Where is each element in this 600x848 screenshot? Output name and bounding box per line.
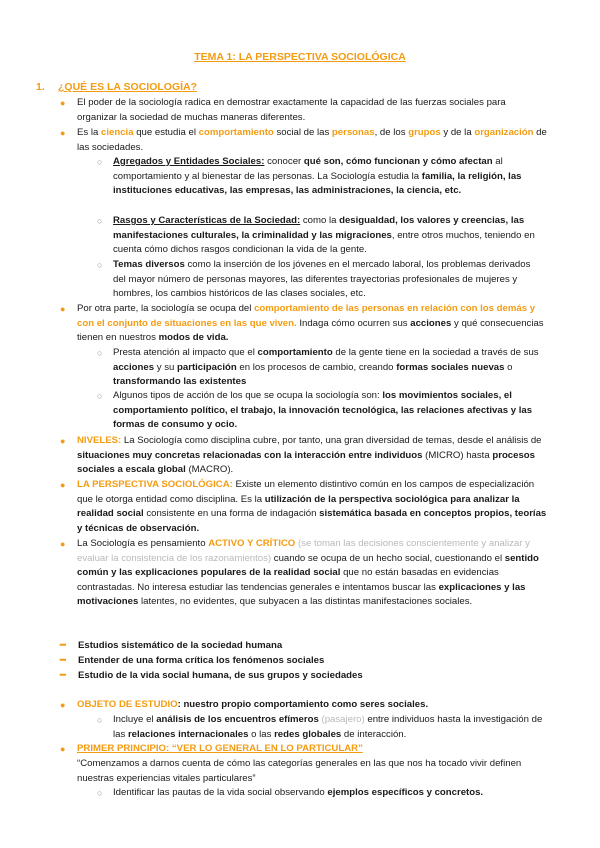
bullet-icon: ● (60, 128, 66, 138)
sub-list-item: ○ Incluye el análisis de los encuentros efímeros (pasajero) entre individuos hasta la investigación de las relaciones internacionales o las redes globales de interacción. (97, 714, 543, 740)
sub-bullet-icon: ○ (97, 348, 103, 358)
list-item: ● LA PERSPECTIVA SOCIOLÓGICA: Existe un elemento distintivo común en los campos de especialización que le otorga entidad como disciplina. Es la utilización de la perspectiva sociológica para analizar la realidad social consistente en una forma de indagación sistemática basada en conceptos propios, teorías y técnicas de observación. (60, 479, 547, 534)
bullet-icon: ● (60, 744, 66, 754)
sub-list-item: ○ Rasgos y Características de la Sociedad: como la desigualdad, los valores y creencias, las manifestaciones culturales, la criminalidad y las migraciones, entre otros muchos, teniendo en cuenta cómo dichos rasgos condicionan la vida de la gente. (97, 215, 535, 256)
sub-bullet-icon: ○ (97, 391, 103, 401)
section-title: ¿QUÉ ES LA SOCIOLOGÍA? (58, 81, 198, 93)
bullet-text: El poder de la sociología radica en demostrar exactamente la capacidad de las fuerzas sociales para organizar la sociedad de muchas maneras diferentes. (77, 97, 506, 123)
list-item: ● NIVELES: La Sociología como disciplina cubre, por tanto, una gran diversidad de temas, desde el análisis de situaciones muy concretas relacionadas con la interacción entre individuos (MICRO) hasta procesos sociales a escala global (MACRO). (60, 435, 542, 476)
sub-list-item: ○ Identificar las pautas de la vida social observando ejemplos específicos y concretos. (113, 786, 553, 801)
page-title: TEMA 1: LA PERSPECTIVA SOCIOLÓGICA (194, 51, 406, 63)
list-item: ● La Sociología es pensamiento ACTIVO Y CRÍTICO (se toman las decisiones conscientemente y analizar y evaluar la consistencia de los razonamientos) cuando se ocupa de un hecho social, cuestionando el sentido común y las explicaciones populares de la realidad social que no están basadas en evidencias contrastadas. No interesa estudiar las tendencias generales e intentamos buscar las explicaciones y las motivaciones latentes, no evidentes, que subyacen a las distintas manifestaciones sociales. (60, 538, 539, 608)
dash-icon: ━ (60, 640, 66, 651)
sub-list-item: ○ Temas diversos como la inserción de los jóvenes en el mercado laboral, los problemas derivados del mayor número de personas mayores, las diferentes trayectorias profesionales de mujeres y hombres, los cambios históricos de las clases sociales, etc. (97, 259, 531, 300)
section-heading (36, 80, 197, 95)
dash-item: ━ Estudios sistemático de la sociedad humana (78, 639, 548, 654)
sub-list-item: ○ Agregados y Entidades Sociales: conocer qué son, cómo funcionan y cómo afectan al comportamiento y al bienestar de las personas. La Sociología estudia la familia, la religión, las instituciones educativas, las empresas, las administraciones, la ciencia, etc. (97, 156, 522, 197)
list-item: ● PRIMER PRINCIPIO: “VER LO GENERAL EN LO PARTICULAR” (77, 742, 547, 757)
sub-bullet-icon: ○ (97, 788, 103, 798)
quote-text: “Comenzamos a darnos cuenta de cómo las categorías generales en las que nos ha tocado vivir definen nuestras experiencias vitales particulares” (77, 758, 522, 784)
sub-list-item: ○ Algunos tipos de acción de los que se ocupa la sociología son: los movimientos sociales, el comportamiento político, el trabajo, la innovación tecnológica, las relaciones afectivas y las formas de consumo y ocio. (97, 390, 533, 431)
dash-item: ━ Entender de una forma crítica los fenómenos sociales (78, 654, 548, 669)
dash-icon: ━ (60, 670, 66, 681)
bullet-icon: ● (60, 480, 66, 490)
sub-bullet-icon: ○ (97, 216, 103, 226)
section-number: 1. (36, 81, 45, 93)
bullet-icon: ● (60, 700, 66, 710)
sub-list-item: ○ Presta atención al impacto que el comportamiento de la gente tiene en la sociedad a través de sus acciones y su participación en los procesos de cambio, creando formas sociales nuevas o transformando las existentes (97, 347, 539, 388)
bullet-icon: ● (60, 539, 66, 549)
dash-item: ━ Estudio de la vida social humana, de sus grupos y sociedades (78, 669, 548, 684)
sub-bullet-icon: ○ (97, 157, 103, 167)
bullet-icon: ● (60, 98, 66, 108)
sub-bullet-icon: ○ (97, 715, 103, 725)
bullet-icon: ● (60, 436, 66, 446)
dash-icon: ━ (60, 655, 66, 666)
bullet-icon: ● (60, 304, 66, 314)
list-item: ● Por otra parte, la sociología se ocupa del comportamiento de las personas en relación con los demás y con el conjunto de situaciones en las que viven. Indaga cómo ocurren sus acciones y qué consecuencias tienen en nuestros modos de vida. (60, 303, 544, 344)
list-item (60, 96, 547, 125)
list-item: ● OBJETO DE ESTUDIO: nuestro propio comportamiento como seres sociales. (77, 698, 547, 713)
list-item: ● Es la ciencia que estudia el comportamiento social de las personas, de los grupos y de la organización de las sociedades. (60, 127, 547, 153)
sub-bullet-icon: ○ (97, 260, 103, 270)
